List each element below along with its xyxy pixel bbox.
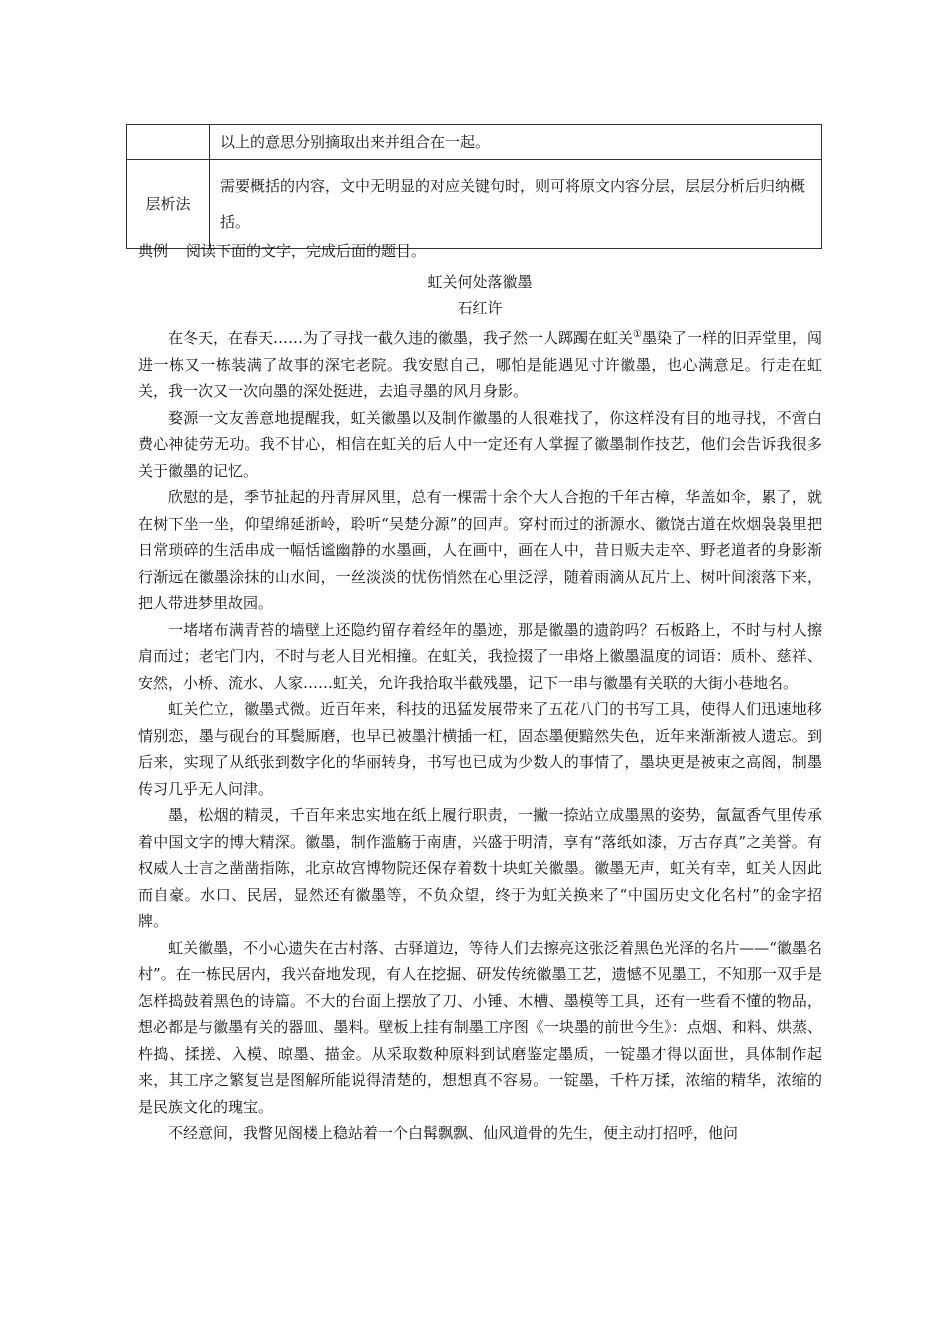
paragraph: 虹关徽墨，不小心遗失在古村落、古驿道边，等待人们去擦亮这张泛着黑色光泽的名片——“徽墨名村”。在一栋民居内，我兴奋地发现，有人在挖掘、研发传统徽墨工艺，遗憾不见墨工，不知那一双手是怎样捣鼓着黑色的诗篇。不大的台面上摆放了刀、小锤、木槽、墨模等工具，还有一些看不懂的物品，想必都是与徽墨有关的器皿、墨料。壁板上挂有制墨工序图《一块墨的前世今生》：点烟、和料、烘蒸、杵捣、揉搓、入模、晾墨、描金。从采取数种原料到试磨鉴定墨质，一锭墨才得以面世，具体制作起来，其工序之繁复岂是图解所能说得清楚的，想想真不容易。一锭墨，千杵万揉，浓缩的精华，浓缩的是民族文化的瑰宝。 [138, 938, 822, 1116]
paragraph [138, 325, 822, 405]
paragraph: 不经意间，我瞥见阁楼上稳站着一个白髯飘飘、仙风道骨的先生，便主动打招呼，他问 [168, 1124, 739, 1142]
example-label: 典例 [138, 242, 169, 260]
article-title: 虹关何处落徽墨 [427, 273, 533, 291]
article-author: 石红许 [457, 299, 503, 317]
paragraph-text: 在冬天，在春天……为了寻找一截久违的徽墨，我孑然一人踯躅在虹关 [168, 329, 634, 347]
footnote-marker: ① [633, 329, 642, 340]
table-row [127, 160, 822, 249]
example-instruction: 阅读下面的文字，完成后面的题目。 [186, 242, 427, 260]
paragraph-text: 墨染了一样的旧弄堂里，闯进一栋又一栋装满了故事的深宅老院。我安慰自己，哪怕是能遇见寸许徽墨，也心满意足。行走在虹关，我一次又一次向墨的深处挺进，去追寻墨的风月身影。 [138, 329, 822, 400]
paragraph: 欣慰的是，季节扯起的丹青屏风里，总有一棵需十余个大人合抱的千年古樟，华盖如伞，累了，就在树下坐一坐，仰望绵延浙岭，聆听“吴楚分源”的回声。穿村而过的浙源水、徽饶古道在炊烟袅袅里把日常琐碎的生活串成一幅恬谧幽静的水墨画，人在画中，画在人中，昔日贩夫走卒、野老道者的身影渐行渐远在徽墨涂抹的山水间，一丝淡淡的忧伤悄然在心里泛浮，随着雨滴从瓦片上、树叶间滚落下来，把人带进梦里故园。 [138, 488, 822, 612]
article-body [138, 325, 822, 1147]
method-name-cell [127, 125, 210, 160]
paragraph: 婺源一文友善意地提醒我，虹关徽墨以及制作徽墨的人很难找了，你这样没有目的地寻找，不啻白费心神徒劳无功。我不甘心，相信在虹关的后人中一定还有人掌握了徽墨制作技艺，他们会告诉我很多关于徽墨的记忆。 [138, 408, 822, 480]
table-row [127, 125, 822, 160]
method-table [126, 124, 822, 249]
method-desc-cell: 需要概括的内容，文中无明显的对应关键句时，则可将原文内容分层，层层分析后归纳概括。 [210, 160, 822, 249]
method-desc-cell: 以上的意思分别摘取出来并组合在一起。 [210, 125, 822, 160]
paragraph: 墨，松烟的精灵，千百年来忠实地在纸上履行职责，一撇一捺站立成墨黑的姿势，氤氲香气里传承着中国文字的博大精深。徽墨，制作滥觞于南唐，兴盛于明清，享有“落纸如漆，万古存真”之美誉。有权威人士言之凿凿指陈，北京故宫博物院还保存着数十块虹关徽墨。徽墨无声，虹关有幸，虹关人因此而自豪。水口、民居，显然还有徽墨等，不负众望，终于为虹关换来了“中国历史文化名村”的金字招牌。 [138, 806, 822, 930]
method-name-cell: 层析法 [127, 160, 210, 249]
article [138, 239, 822, 1147]
example-intro [138, 239, 822, 263]
paragraph: 一堵堵布满青苔的墙壁上还隐约留存着经年的墨迹，那是徽墨的遗韵吗？石板路上，不时与村人擦肩而过；老宅门内，不时与老人目光相撞。在虹关，我捡掇了一串烙上徽墨温度的词语：质朴、慈祥、安然，小桥、流水、人家……虹关，允许我拾取半截残墨，记下一串与徽墨有关联的大街小巷地名。 [138, 620, 822, 692]
paragraph: 虹关伫立，徽墨式微。近百年来，科技的迅猛发展带来了五花八门的书写工具，使得人们迅速地移情别恋，墨与砚台的耳鬓厮磨，也早已被墨汁横插一杠，固态墨便黯然失色，近年来渐渐被人遗忘。到后来，实现了从纸张到数字化的华丽转身，书写也已成为少数人的事情了，墨块更是被束之高阁，制墨传习几乎无人问津。 [138, 700, 822, 798]
